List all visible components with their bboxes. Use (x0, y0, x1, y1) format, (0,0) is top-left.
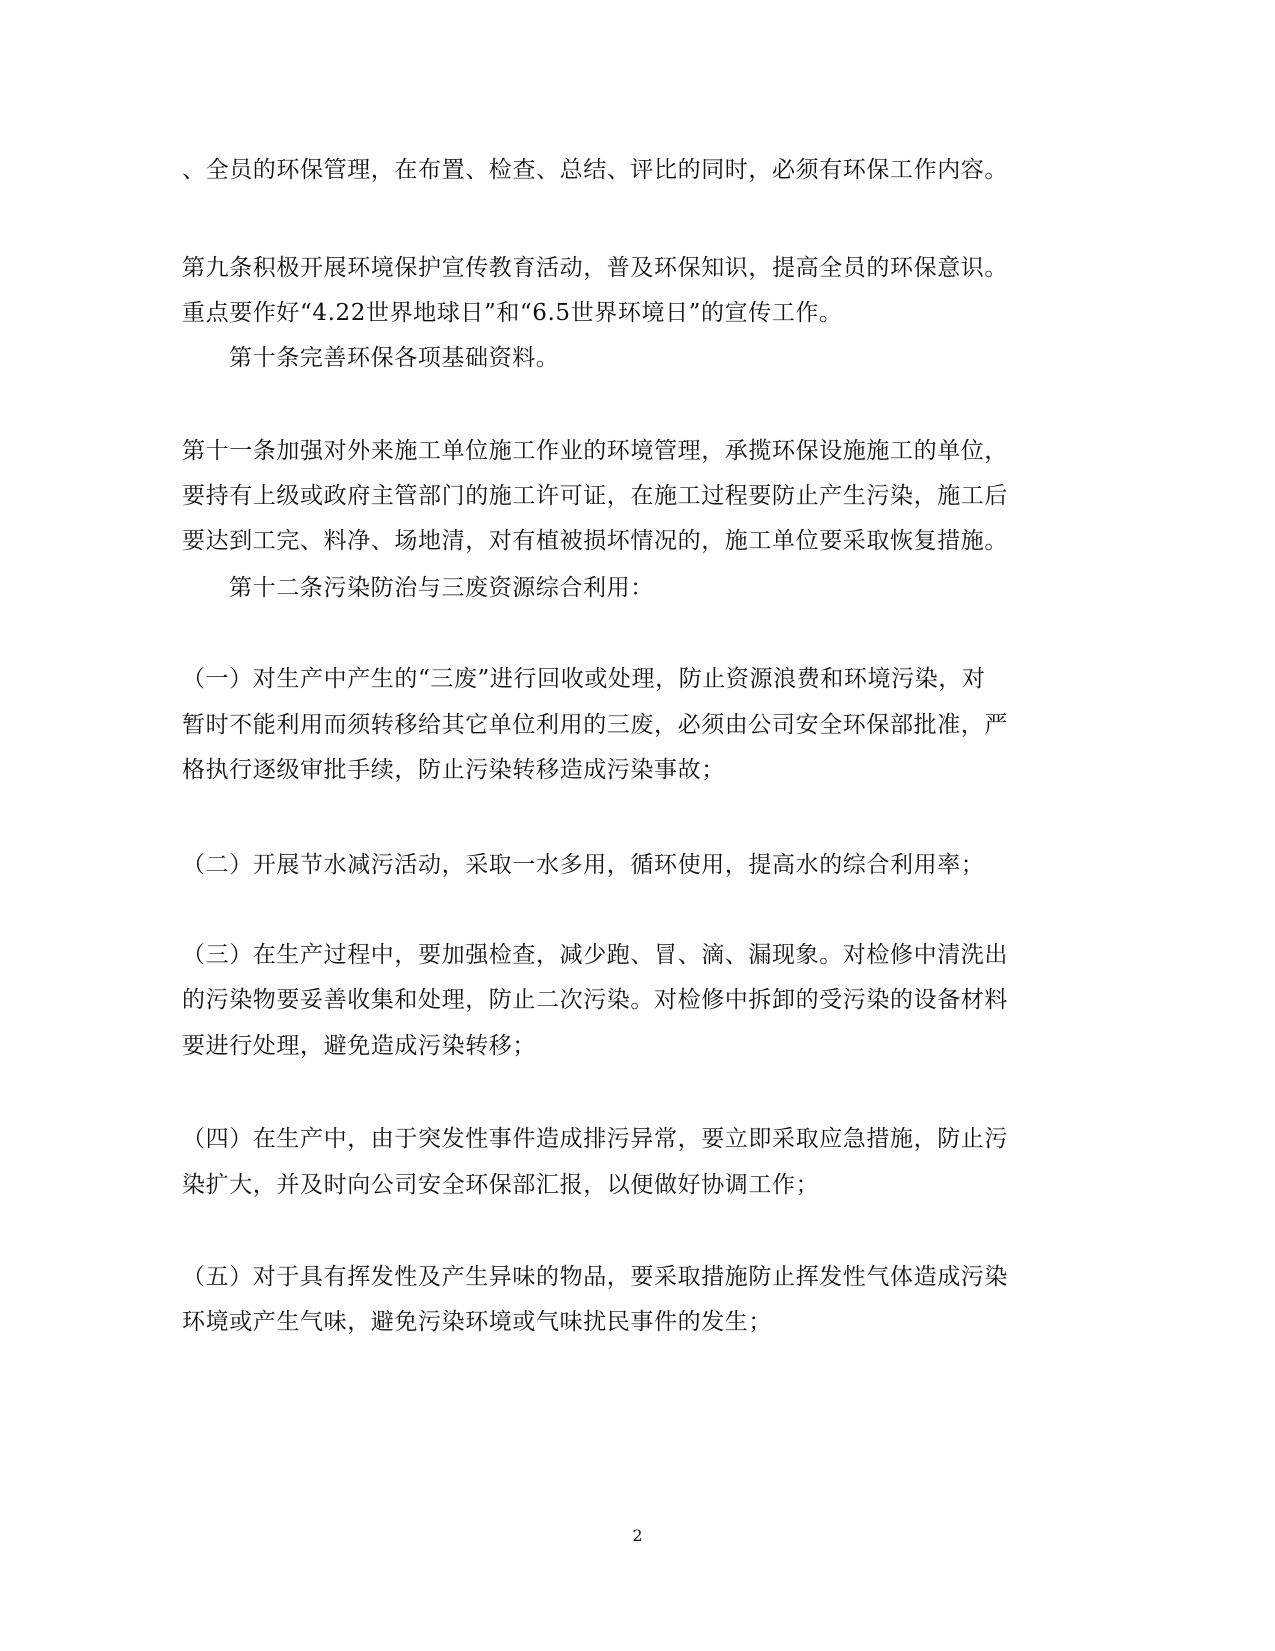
paragraph-line: （五）对于具有挥发性及产生异味的物品，要采取措施防止挥发性气体造成污染 (182, 1264, 1008, 1290)
paragraph-line: 第十条完善环保各项基础资料。 (229, 345, 560, 371)
paragraph-line: 要进行处理，避免造成污染转移； (182, 1033, 536, 1059)
paragraph-line: 第十一条加强对外来施工单位施工作业的环境管理，承揽环保设施施工的单位， (182, 438, 1008, 464)
paragraph-line: 、全员的环保管理，在布置、检查、总结、评比的同时，必须有环保工作内容。 (182, 157, 1008, 183)
paragraph-line: 环境或产生气味，避免污染环境或气味扰民事件的发生； (182, 1309, 772, 1335)
paragraph-line: （一）对生产中产生的“三废”进行回收或处理，防止资源浪费和环境污染，对 (182, 666, 986, 692)
paragraph-line: 重点要作好“4.22世界地球日”和“6.5世界环境日”的宣传工作。 (182, 300, 843, 326)
paragraph-line: （二）开展节水减污活动，采取一水多用，循环使用，提高水的综合利用率； (182, 852, 985, 878)
paragraph-line: 要持有上级或政府主管部门的施工许可证，在施工过程要防止产生污染，施工后 (182, 483, 1008, 509)
paragraph-line: （三）在生产过程中，要加强检查，减少跑、冒、滴、漏现象。对检修中清洗出 (182, 942, 1008, 968)
paragraph-line: 第九条积极开展环境保护宣传教育活动，普及环保知识，提高全员的环保意识。 (182, 255, 1008, 281)
page-number: 2 (632, 1526, 643, 1545)
paragraph-line: 要达到工完、料净、场地清，对有植被损坏情况的，施工单位要采取恢复措施。 (182, 528, 1008, 554)
paragraph-line: 格执行逐级审批手续，防止污染转移造成污染事故； (182, 757, 725, 783)
paragraph-line: 暂时不能利用而须转移给其它单位利用的三废，必须由公司安全环保部批准，严 (182, 712, 1008, 738)
paragraph-line: 第十二条污染防治与三废资源综合利用： (229, 575, 654, 601)
paragraph-line: （四）在生产中，由于突发性事件造成排污异常，要立即采取应急措施，防止污 (182, 1126, 1008, 1152)
paragraph-line: 的污染物要妥善收集和处理，防止二次污染。对检修中拆卸的受污染的设备材料 (182, 987, 1008, 1013)
paragraph-line: 染扩大，并及时向公司安全环保部汇报，以便做好协调工作； (182, 1172, 820, 1198)
